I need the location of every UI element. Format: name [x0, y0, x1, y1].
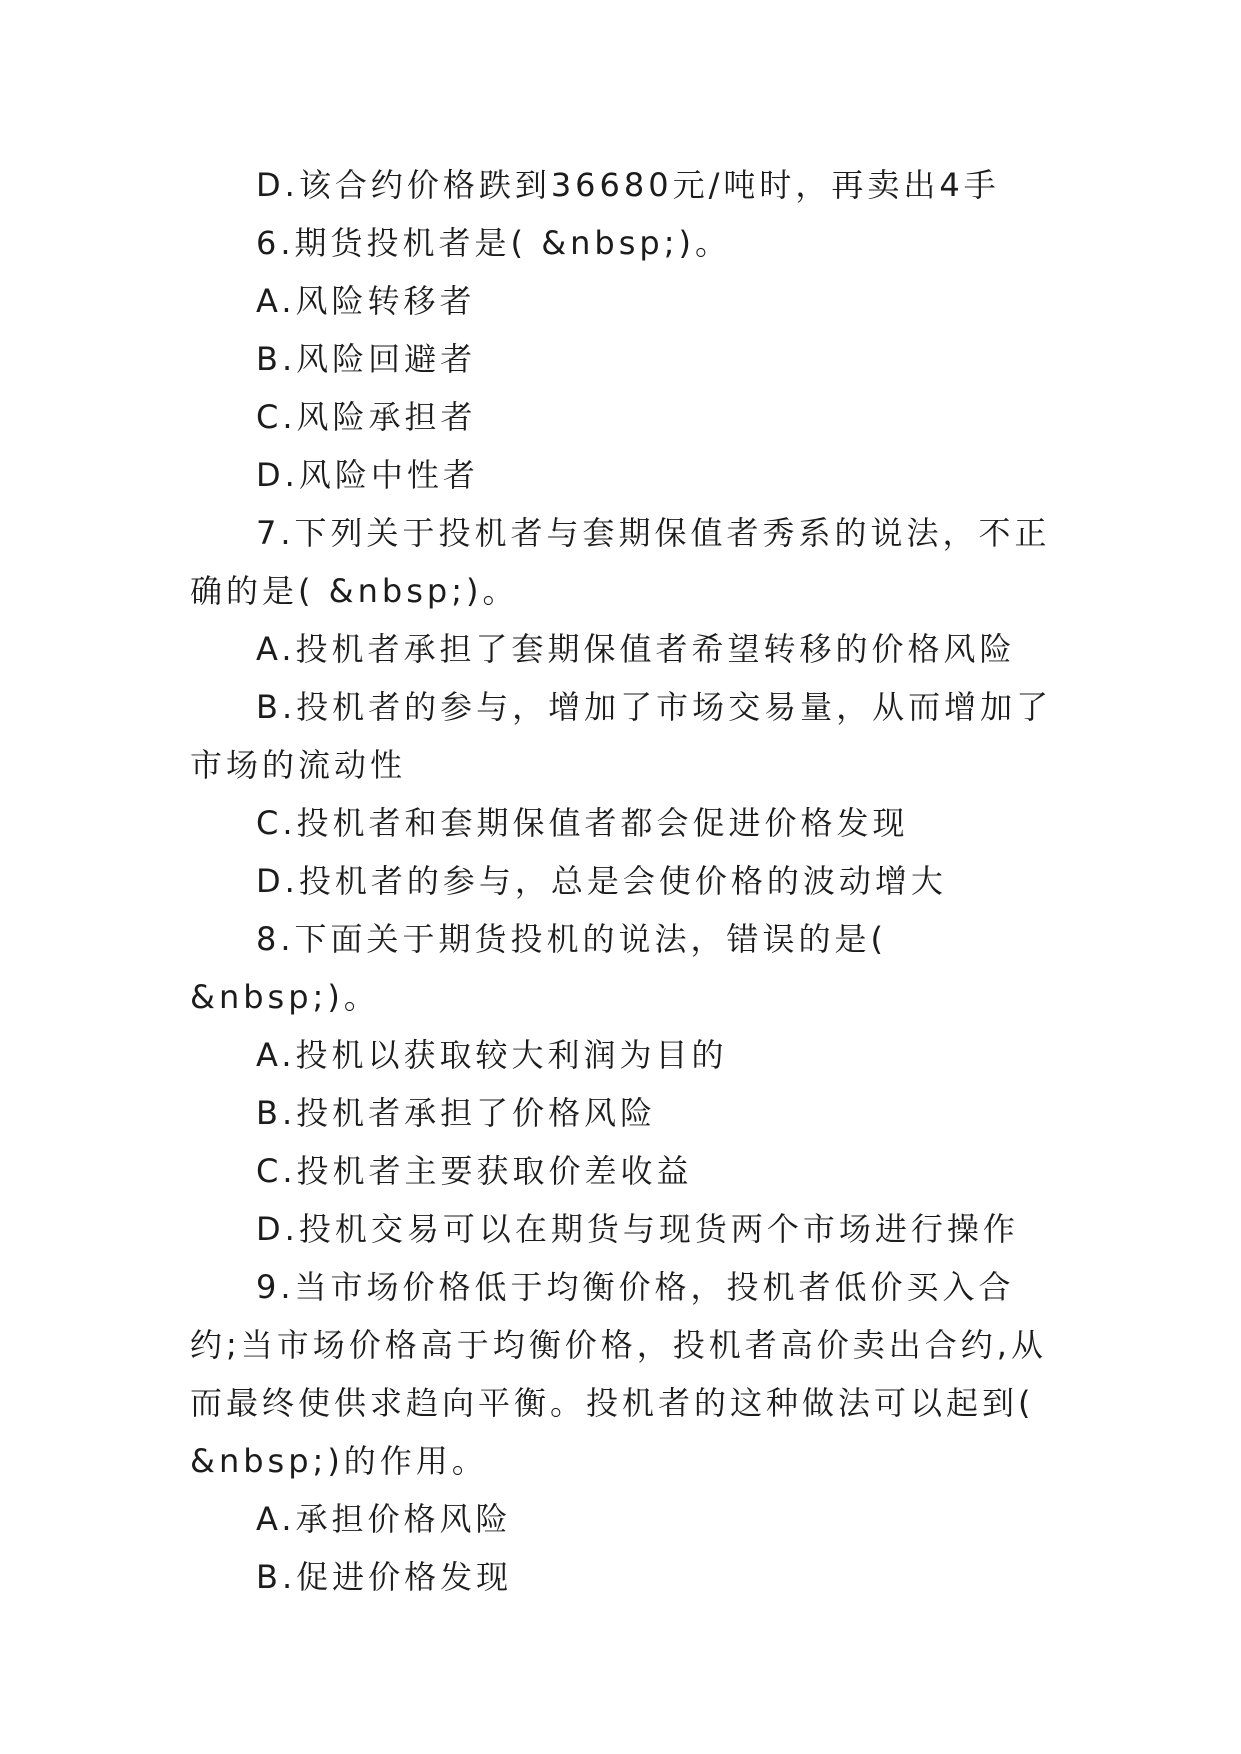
q7-option-d: D.投机者的参与，总是会使价格的波动增大	[256, 862, 947, 900]
q8-option-d: D.投机交易可以在期货与现货两个市场进行操作	[256, 1210, 1019, 1248]
document-body	[190, 156, 1056, 1606]
q6-option-a: A.风险转移者	[256, 282, 476, 320]
q9-question: 9.当市场价格低于均衡价格，投机者低价买入合约;当市场价格高于均衡价格，投机者高价卖出合约,从而最终使供求趋向平衡。投机者的这种做法可以起到( &nbsp;)的作用。	[190, 1268, 1049, 1480]
q6-question: 6.期货投机者是( &nbsp;)。	[256, 224, 731, 262]
q8-option-c: C.投机者主要获取价差收益	[256, 1152, 693, 1190]
q8-option-a: A.投机以获取较大利润为目的	[256, 1036, 728, 1074]
q5-option-d: D.该合约价格跌到36680元/吨时，再卖出4手	[256, 166, 1000, 204]
q9-option-b: B.促进价格发现	[256, 1558, 513, 1596]
q7-option-a: A.投机者承担了套期保值者希望转移的价格风险	[256, 630, 1016, 668]
q8-question: 8.下面关于期货投机的说法，错误的是( &nbsp;)。	[190, 920, 902, 1016]
q7-question: 7.下列关于投机者与套期保值者秀系的说法，不正确的是( &nbsp;)。	[190, 514, 1051, 610]
q8-option-b: B.投机者承担了价格风险	[256, 1094, 657, 1132]
q7-option-b: B.投机者的参与，增加了市场交易量，从而增加了市场的流动性	[190, 688, 1053, 784]
q6-option-b: B.风险回避者	[256, 340, 477, 378]
q6-option-c: C.风险承担者	[256, 398, 477, 436]
q7-option-c: C.投机者和套期保值者都会促进价格发现	[256, 804, 909, 842]
q6-option-d: D.风险中性者	[256, 456, 479, 494]
q9-option-a: A.承担价格风险	[256, 1500, 512, 1538]
